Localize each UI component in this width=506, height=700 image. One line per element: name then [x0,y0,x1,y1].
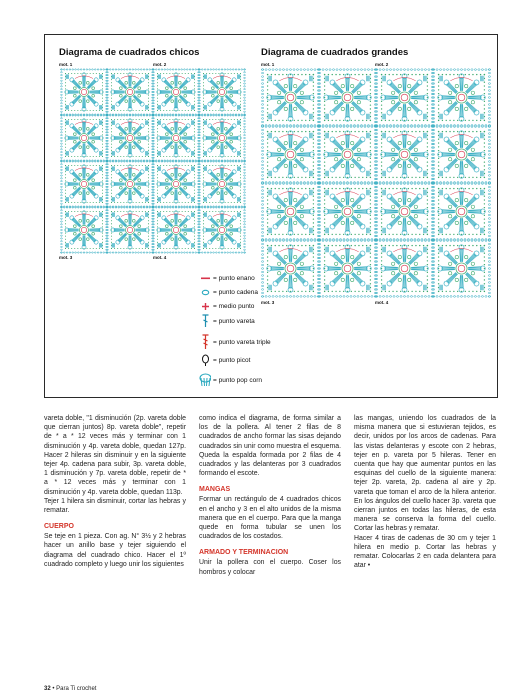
small-square-motif [107,161,154,207]
small-mot-3-label: mot. 3 [59,255,73,260]
legend-item-popcorn [199,371,262,389]
small-diagram-title: Diagrama de cuadrados chicos [59,47,200,58]
small-square-motif [199,207,246,253]
half-double-crochet-icon [199,302,211,311]
large-square-motif [261,183,319,240]
large-mot-2-label: mot. 2 [375,62,389,67]
legend-label: = punto vareta triple [213,338,271,346]
large-square-motif [432,183,490,240]
section-heading-armado: ARMADO Y TERMINACION [199,549,289,557]
small-square-motif [61,69,108,115]
large-square-motif [375,183,433,240]
instructions-columns [44,414,502,678]
paragraph: Tejer 1 hilera sin disminuir, cortar las hebras y rematar. [44,497,186,515]
slip-stitch-icon [199,275,211,281]
large-square-motif [261,126,319,183]
small-square-motif [199,69,246,115]
small-mot-4-label: mot. 4 [153,255,167,260]
small-square-motif [153,69,200,115]
legend-label: = punto cadena [213,288,258,296]
large-square-motif [318,183,376,240]
small-square-motif [199,115,246,161]
triple-crochet-icon [199,334,211,350]
paragraph: como indica el diagrama, de forma similar a los de la pollera. Al tener 2 filas de 8 cuadrados de ancho formar las sisas dejando cuadrados sin unir como muestra el esquema. Queda la espalda formada por 2 filas de 4 cuadrados y las delanteras por 3 cuadrados formando el escote. [199,415,341,478]
small-square-motif [61,115,108,161]
legend-label: = medio punto [213,302,255,310]
text-column-2 [199,414,341,577]
large-mot-3-label: mot. 3 [261,300,275,305]
magazine-name: • Para Ti crochet [52,686,97,692]
large-mot-1-label: mot. 1 [261,62,275,67]
large-square-motif [261,69,319,126]
paragraph: las mangas, uniendo los cuadrados de la misma manera que si estuvieran tejidos, es decir, unidos por los arcos de cadenas. Para las vistas delanteras y escote con 2 hebras, tejer en p. vareta por 5 hileras. Tener en cuenta que hay que aumentar puntos en las esquinas del cuello de la siguiente manera: tejer 2p. vareta, 2p. cadena al aire y 2p. vareta que toman el arco de la hilera anterior. En los ángulos del cuello hacer 3p. vareta que cierran juntos en todas las hileras, de esta manera se conserva la forma del cuello. Cortar las hebras y rematar. [354,415,496,533]
legend-item-triple [199,333,271,351]
legend-label: = punto vareta [213,317,255,325]
small-squares-diagram [59,68,247,254]
text-column-3 [354,414,496,570]
double-crochet-icon [199,314,211,328]
small-square-motif [107,207,154,253]
legend-label: = punto pop corn [213,376,262,384]
small-square-motif [153,207,200,253]
small-square-motif [199,161,246,207]
large-square-motif [375,69,433,126]
paragraph: Formar un rectángulo de 4 cuadrados chicos en el ancho y 3 en el alto unidos de la misma manera que en el cuerpo. Para que la manga quede en forma tubular se unen los cuadrados de los costados. [199,496,341,541]
large-mot-4-label: mot. 4 [375,300,389,305]
large-square-motif [432,240,490,297]
legend-label: = punto enano [213,274,255,282]
legend-label: = punto picot [213,356,251,364]
diagram-panel [44,34,498,398]
small-square-motif [61,161,108,207]
small-mot-2-label: mot. 2 [153,62,167,67]
section-heading-mangas: MANGAS [199,486,231,494]
page-footer [44,686,96,692]
large-square-motif [432,126,490,183]
large-square-motif [375,126,433,183]
legend-item-picot [199,353,250,367]
small-square-motif [107,115,154,161]
legend-item-double [199,313,255,329]
popcorn-stitch-icon [199,373,211,387]
large-square-motif [432,69,490,126]
small-square-motif [107,69,154,115]
large-squares-diagram [261,68,491,298]
paragraph: Se teje en 1 pieza. Con ag. N° 3½ y 2 hebras hacer un anillo base y tejer siguiendo el diagrama del cuadrado chico. Hacer el 1º cuadrado completo y luego unir los siguientes [44,533,186,568]
small-square-motif [153,115,200,161]
large-diagram-title: Diagrama de cuadrados grandes [261,47,409,58]
legend-item-slip-stitch [199,271,255,285]
small-square-motif [61,207,108,253]
text-column-1 [44,414,186,569]
picot-icon [199,354,211,366]
large-square-motif [318,69,376,126]
small-mot-1-label: mot. 1 [59,62,73,67]
large-square-motif [318,126,376,183]
legend-item-chain-stitch [199,285,258,299]
paragraph: Hacer 4 tiras de cadenas de 30 cm y tejer 1 hilera en medio p. Cortar las hebras y rematar. Colocarlas 2 en cada delantera para atar • [354,534,496,570]
section-heading-cuerpo: CUERPO [44,523,74,531]
paragraph: vareta doble, "1 disminución (2p. vareta doble que cierran juntos) 8p. vareta doble", repetir de * a * 12 veces más y terminar con 1 disminución y 4p. vareta doble, quedan 127p. Hacer 2 hileras sin disminuir y en la siguiente tejer 4p. cadena para subir, 3p. vareta doble, 1 disminución y 7p. vareta doble, repetir de * a * 12 veces más y terminar con 1 disminución y 4p. vareta doble, quedan 113p. [44,415,186,496]
paragraph: Unir la pollera con el cuerpo. Coser los hombros y colocar [199,559,341,576]
chain-stitch-icon [199,289,211,296]
small-square-motif [153,161,200,207]
legend-item-half-double [199,299,254,313]
large-square-motif [318,240,376,297]
large-square-motif [261,240,319,297]
page-number: 32 [44,686,51,692]
large-square-motif [375,240,433,297]
